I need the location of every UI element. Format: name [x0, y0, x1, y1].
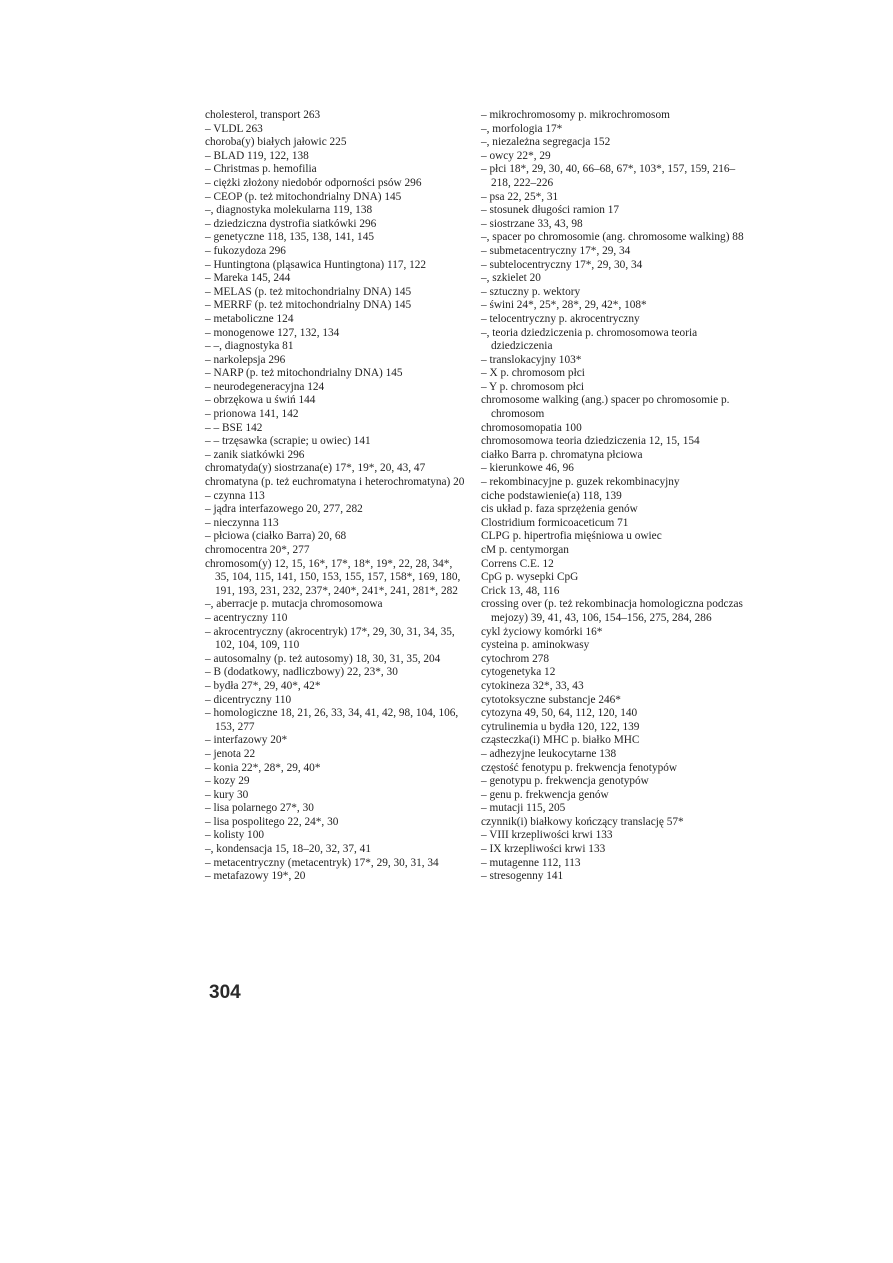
index-entry-text: cząsteczka(i) MHC p. białko MHC: [481, 734, 640, 747]
index-entry-text: – lisa pospolitego 22, 24*, 30: [205, 815, 339, 828]
index-entry-text: – nieczynna 113: [205, 516, 279, 529]
index-entry-text: – translokacyjny 103*: [481, 353, 582, 366]
index-entry: [481, 870, 747, 884]
index-entry-text: – X p. chromosom płci: [481, 367, 585, 380]
index-entry-text: częstość fenotypu p. frekwencja fenotypów: [481, 761, 678, 774]
index-entry-text: – mutagenne 112, 113: [481, 856, 581, 869]
index-entry: [205, 829, 467, 843]
index-entry: [481, 734, 747, 748]
index-entry-text: – płci 18*, 29, 30, 40, 66–68, 67*, 103*, 157, 159, 216–218, 222–226: [481, 163, 736, 189]
index-entry: [205, 802, 467, 816]
index-entry-text: cytozyna 49, 50, 64, 112, 120, 140: [481, 707, 638, 720]
index-entry-text: –, kondensacja 15, 18–20, 32, 37, 41: [205, 843, 371, 856]
index-entry: [481, 748, 747, 762]
index-entry-text: chromosome walking (ang.) spacer po chromosomie p. chromosom: [481, 394, 733, 421]
index-entry-text: – genotypu p. frekwencja genotypów: [481, 775, 649, 788]
index-entry-text: – – trzęsawka (scrapie; u owiec) 141: [205, 435, 371, 448]
index-entry-text: CLPG p. hipertrofia mięśniowa u owiec: [481, 530, 662, 543]
index-entry-text: – homologiczne 18, 21, 26, 33, 34, 41, 42, 98, 104, 106, 153, 277: [205, 707, 462, 733]
index-entry: [481, 585, 747, 599]
index-entry: [481, 503, 747, 517]
index-entry: [205, 626, 467, 653]
index-entry: [205, 870, 467, 884]
index-entry-text: – telocentryczny p. akrocentryczny: [481, 312, 640, 325]
index-entry-text: ciałko Barra p. chromatyna płciowa: [481, 448, 643, 461]
index-entry: [481, 204, 747, 218]
index-entry-text: – obrzękowa u świń 144: [205, 394, 316, 407]
index-entry: [205, 381, 467, 395]
index-entry: [205, 530, 467, 544]
index-entry: [481, 517, 747, 531]
index-entry-text: cytochrom 278: [481, 652, 550, 665]
index-entry-text: chromatyna (p. też euchromatyna i heterochromatyna) 20: [205, 476, 465, 489]
index-entry: [481, 775, 747, 789]
index-entry: [205, 694, 467, 708]
index-entry-text: – stosunek długości ramion 17: [481, 204, 620, 217]
index-entry: [481, 571, 747, 585]
index-entry-text: – dicentryczny 110: [205, 693, 292, 706]
index-entry: [481, 218, 747, 232]
index-entry: [481, 150, 747, 164]
index-entry: [481, 694, 747, 708]
index-entry: [205, 408, 467, 422]
index-entry-text: cytrulinemia u bydła 120, 122, 139: [481, 720, 640, 733]
index-entry-text: – bydła 27*, 29, 40*, 42*: [205, 679, 321, 692]
index-entry-text: – NARP (p. też mitochondrialny DNA) 145: [205, 367, 403, 380]
index-entry: [205, 204, 467, 218]
index-entry-text: – sztuczny p. wektory: [481, 285, 581, 298]
index-entry-text: – ciężki złożony niedobór odporności psów 296: [205, 176, 422, 189]
index-entry: [205, 327, 467, 341]
index-entry-text: – zanik siatkówki 296: [205, 448, 305, 461]
index-entry: [205, 299, 467, 313]
index-entry-text: – –, diagnostyka 81: [205, 340, 294, 353]
index-entry: [481, 666, 747, 680]
index-entry: [205, 394, 467, 408]
index-entry: [481, 802, 747, 816]
index-entry: [481, 626, 747, 640]
index-entry-text: cytogenetyka 12: [481, 666, 556, 679]
index-entry: [481, 680, 747, 694]
index-entry-text: – jądra interfazowego 20, 277, 282: [205, 503, 363, 516]
index-entry-text: – IX krzepliwości krwi 133: [481, 843, 606, 856]
index-entry: [481, 136, 747, 150]
index-entry: [481, 163, 747, 190]
index-entry: [205, 789, 467, 803]
index-entry: [481, 272, 747, 286]
index-entry-text: – mutacji 115, 205: [481, 802, 566, 815]
index-entry: [205, 462, 467, 476]
index-entry-text: ciche podstawienie(a) 118, 139: [481, 489, 622, 502]
index-entry: [205, 762, 467, 776]
index-entry: [481, 857, 747, 871]
index-entry: [205, 245, 467, 259]
index-entry: [481, 299, 747, 313]
index-entry-text: – B (dodatkowy, nadliczbowy) 22, 23*, 30: [205, 666, 398, 679]
index-entry-text: chromosom(y) 12, 15, 16*, 17*, 18*, 19*, 22, 28, 34*, 35, 104, 115, 141, 150, 153, 155, 157, 158*, 169, 180, 191, 193, 231, 232, 237*, 240*, 241*, 241, 281*, 282: [205, 557, 464, 597]
index-entry-text: Correns C.E. 12: [481, 557, 554, 570]
index-entry: [481, 245, 747, 259]
index-entry: [481, 109, 747, 123]
index-entry: [481, 639, 747, 653]
index-entry-text: – świni 24*, 25*, 28*, 29, 42*, 108*: [481, 299, 647, 312]
index-entry: [205, 367, 467, 381]
index-column-right: [481, 109, 747, 884]
index-entry: [205, 177, 467, 191]
page-number: 304: [209, 982, 241, 1003]
index-entry: [481, 721, 747, 735]
index-entry: [205, 231, 467, 245]
index-entry: [481, 816, 747, 830]
index-entry-text: cM p. centymorgan: [481, 544, 569, 556]
index-entry: [205, 422, 467, 436]
index-entry-text: –, szkielet 20: [481, 272, 541, 285]
index-entry: [205, 272, 467, 286]
index-entry: [205, 259, 467, 273]
index-entry: [481, 843, 747, 857]
index-entry: [205, 490, 467, 504]
index-entry: [481, 598, 747, 625]
index-entry: [205, 598, 467, 612]
index-entry-text: – czynna 113: [205, 489, 265, 502]
index-entry-text: – submetacentryczny 17*, 29, 34: [481, 244, 631, 257]
index-entry-text: – autosomalny (p. też autosomy) 18, 30, 31, 35, 204: [205, 652, 441, 665]
index-entry-text: – owcy 22*, 29: [481, 149, 551, 162]
index-entry-text: – Huntingtona (pląsawica Huntingtona) 117, 122: [205, 258, 427, 271]
index-entry-text: cytotoksyczne substancje 246*: [481, 693, 621, 706]
index-entry-text: – acentryczny 110: [205, 611, 288, 624]
index-entry-text: – rekombinacyjne p. guzek rekombinacyjny: [481, 476, 680, 489]
index-entry-text: – monogenowe 127, 132, 134: [205, 326, 340, 339]
index-entry-text: – lisa polarnego 27*, 30: [205, 802, 314, 815]
index-entry-text: – kozy 29: [205, 775, 250, 788]
index-entry: [205, 748, 467, 762]
index-entry: [205, 313, 467, 327]
index-entry-text: chromosomopatia 100: [481, 421, 582, 434]
index-entry: [205, 340, 467, 354]
index-entry: [481, 476, 747, 490]
index-entry-text: – adhezyjne leukocytarne 138: [481, 747, 617, 760]
index-entry-text: – metaboliczne 124: [205, 312, 294, 325]
index-entry: [205, 843, 467, 857]
index-entry-text: Clostridium formicoaceticum 71: [481, 516, 629, 529]
index-entry-text: – MERRF (p. też mitochondrialny DNA) 145: [205, 299, 412, 312]
index-entry-text: – konia 22*, 28*, 29, 40*: [205, 761, 321, 774]
index-entry: [481, 191, 747, 205]
index-entry-text: – MELAS (p. też mitochondrialny DNA) 145: [205, 285, 412, 298]
index-entry: [481, 653, 747, 667]
index-entry: [481, 490, 747, 504]
index-entry: [481, 462, 747, 476]
index-entry-text: – subtelocentryczny 17*, 29, 30, 34: [481, 258, 643, 271]
index-entry: [205, 558, 467, 599]
index-entry: [481, 394, 747, 421]
index-entry-text: – – BSE 142: [205, 421, 263, 434]
index-entry: [481, 762, 747, 776]
index-entry-text: – płciowa (ciałko Barra) 20, 68: [205, 530, 347, 543]
index-entry-text: – VLDL 263: [205, 122, 263, 135]
index-entry-text: CpG p. wysepki CpG: [481, 571, 579, 584]
index-entry-text: –, morfologia 17*: [481, 122, 563, 135]
index-entry: [481, 449, 747, 463]
index-entry: [205, 476, 467, 490]
index-entry: [205, 666, 467, 680]
index-entry-text: – siostrzane 33, 43, 98: [481, 217, 583, 230]
index-entry: [205, 857, 467, 871]
index-entry-text: chromocentra 20*, 277: [205, 544, 310, 556]
index-entry-text: chromatyda(y) siostrzana(e) 17*, 19*, 20, 43, 47: [205, 462, 426, 475]
index-entry-text: –, spacer po chromosomie (ang. chromosome walking) 88: [481, 231, 744, 244]
index-entry-text: – Christmas p. hemofilia: [205, 163, 317, 176]
index-entry: [205, 150, 467, 164]
index-entry-text: – VIII krzepliwości krwi 133: [481, 829, 613, 842]
index-entry-text: –, aberracje p. mutacja chromosomowa: [205, 598, 383, 611]
index-entry-text: – kolisty 100: [205, 829, 264, 842]
index-entry-text: – genu p. frekwencja genów: [481, 788, 609, 801]
index-entry: [205, 816, 467, 830]
index-entry-text: cykl życiowy komórki 16*: [481, 625, 603, 638]
index-entry: [481, 829, 747, 843]
index-entry-text: – narkolepsja 296: [205, 353, 286, 366]
index-entry-text: czynnik(i) białkowy kończący translację 57*: [481, 815, 684, 828]
index-entry-text: – akrocentryczny (akrocentryk) 17*, 29, 30, 31, 34, 35, 102, 104, 109, 110: [205, 625, 458, 652]
index-entry-text: – psa 22, 25*, 31: [481, 190, 559, 203]
index-entry-text: – BLAD 119, 122, 138: [205, 149, 309, 162]
index-entry-text: – dziedziczna dystrofia siatkówki 296: [205, 217, 377, 230]
index-entry-text: cis układ p. faza sprzężenia genów: [481, 503, 638, 516]
index-entry-text: – mikrochromosomy p. mikrochromosom: [481, 109, 670, 121]
index-entry: [205, 449, 467, 463]
index-entry: [481, 435, 747, 449]
index-entry-text: – jenota 22: [205, 747, 256, 760]
index-entry: [481, 367, 747, 381]
index-entry-text: cholesterol, transport 263: [205, 109, 321, 121]
index-entry-text: –, teoria dziedziczenia p. chromosomowa teoria dziedziczenia: [481, 326, 700, 353]
index-entry-text: – CEOP (p. też mitochondrialny DNA) 145: [205, 190, 402, 203]
index-entry: [481, 422, 747, 436]
index-entry: [481, 789, 747, 803]
index-entry: [481, 286, 747, 300]
index-entry: [481, 544, 747, 558]
index-entry-text: – Mareka 145, 244: [205, 272, 291, 285]
index-entry-text: – metafazowy 19*, 20: [205, 870, 306, 883]
index-entry: [481, 381, 747, 395]
index-entry: [481, 558, 747, 572]
index-entry: [481, 327, 747, 354]
index-entry: [205, 354, 467, 368]
index-entry-text: – genetyczne 118, 135, 138, 141, 145: [205, 231, 375, 244]
index-entry: [205, 653, 467, 667]
index-entry: [481, 707, 747, 721]
index-entry-text: Crick 13, 48, 116: [481, 584, 560, 597]
index-entry: [205, 286, 467, 300]
index-entry: [205, 123, 467, 137]
index-entry-text: –, niezależna segregacja 152: [481, 136, 611, 149]
index-entry-text: – metacentryczny (metacentryk) 17*, 29, 30, 31, 34: [205, 856, 439, 869]
index-entry: [205, 163, 467, 177]
index-entry: [205, 435, 467, 449]
index-entry: [481, 313, 747, 327]
index-entry-text: –, diagnostyka molekularna 119, 138: [205, 204, 373, 217]
index-entry-text: – kury 30: [205, 788, 249, 801]
index-entry-text: – neurodegeneracyjna 124: [205, 380, 325, 393]
index-entry: [205, 734, 467, 748]
index-entry-text: – fukozydoza 296: [205, 244, 286, 257]
index-entry: [205, 191, 467, 205]
index-entry-text: cysteina p. aminokwasy: [481, 639, 590, 652]
index-entry: [481, 231, 747, 245]
index-entry: [481, 123, 747, 137]
index-entry: [205, 136, 467, 150]
index-entry: [205, 544, 467, 558]
index-entry: [481, 259, 747, 273]
index-entry-text: – kierunkowe 46, 96: [481, 462, 574, 475]
index-entry: [205, 109, 467, 123]
index-entry: [205, 503, 467, 517]
index-entry: [481, 530, 747, 544]
index-entry-text: choroba(y) białych jałowic 225: [205, 136, 347, 149]
index-entry-text: chromosomowa teoria dziedziczenia 12, 15, 154: [481, 435, 700, 448]
index-entry-text: crossing over (p. też rekombinacja homologiczna podczas mejozy) 39, 41, 43, 106, 154–156, 275, 284, 286: [481, 598, 746, 624]
index-entry-text: – prionowa 141, 142: [205, 408, 299, 421]
index-entry: [205, 517, 467, 531]
index-column-left: [205, 109, 467, 884]
index-entry-text: – Y p. chromosom płci: [481, 380, 585, 393]
index-entry: [205, 775, 467, 789]
index-entry-text: – interfazowy 20*: [205, 734, 288, 747]
index-entry: [205, 612, 467, 626]
index-entry: [205, 680, 467, 694]
index-entry: [481, 354, 747, 368]
index-entry-text: – stresogenny 141: [481, 870, 564, 883]
index-entry: [205, 218, 467, 232]
index-entry: [205, 707, 467, 734]
index-entry-text: cytokineza 32*, 33, 43: [481, 679, 584, 692]
